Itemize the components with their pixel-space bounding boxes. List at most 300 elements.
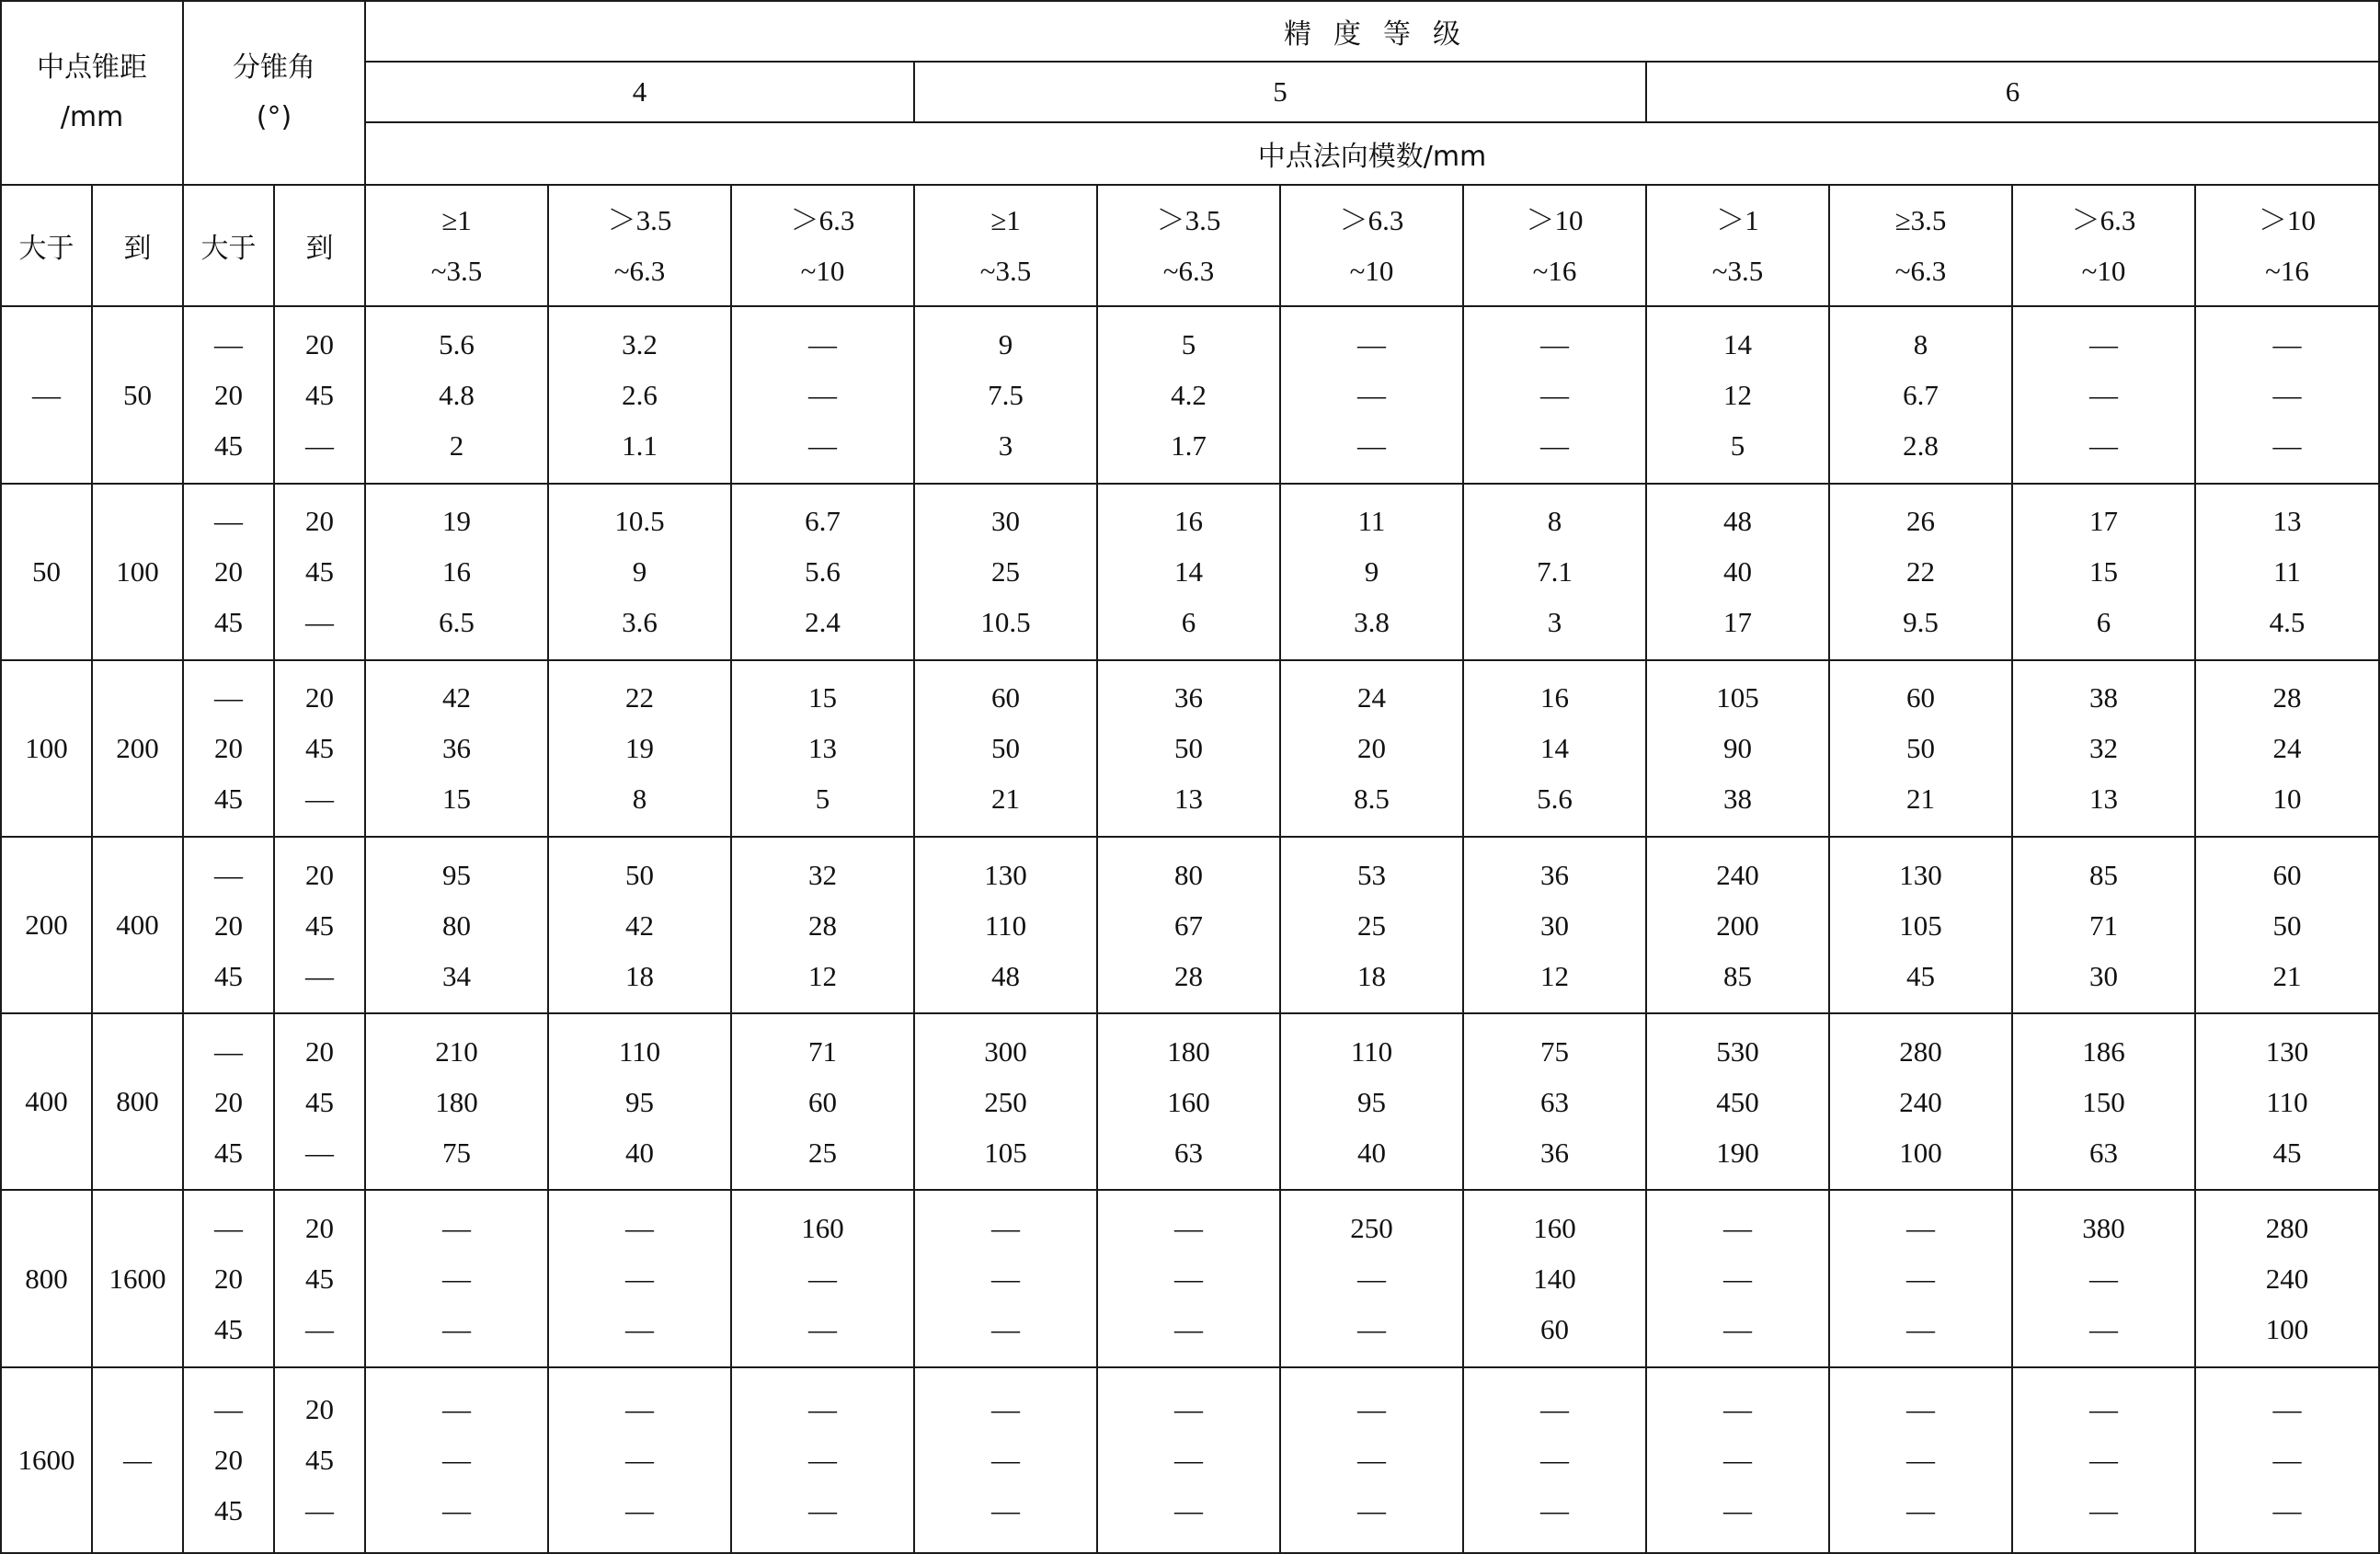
tolerance-value: — (808, 328, 837, 360)
tolerance-value: 60 (991, 681, 1020, 714)
tolerance-cell (731, 1013, 914, 1190)
pitch-angle-unit: (°) (256, 101, 292, 134)
tolerance-value: 2 (449, 429, 464, 462)
tolerance-value: 8 (1913, 328, 1928, 360)
precision-grade-label: 精度等级 (1284, 18, 1482, 51)
angle-value: 45 (305, 555, 334, 588)
angle-value: — (214, 1212, 243, 1245)
tolerance-cell (548, 837, 731, 1013)
tolerance-cell (1280, 1367, 1463, 1553)
tolerance-value: 36 (442, 732, 471, 765)
tolerance-value: — (2272, 1494, 2302, 1527)
angle-value: 45 (305, 1444, 334, 1477)
tolerance-value: 17 (1723, 606, 1752, 639)
tolerance-value: 6 (2096, 606, 2111, 639)
cone-distance-over: 200 (1, 837, 92, 1013)
tolerance-cell (2012, 837, 2195, 1013)
tolerance-value: — (442, 1263, 471, 1296)
tolerance-value: 48 (1723, 505, 1752, 538)
angle-value: 20 (305, 681, 334, 714)
tolerance-cell (914, 1367, 1097, 1553)
tolerance-value: 2.8 (1903, 429, 1939, 462)
tolerance-value: — (2089, 1263, 2118, 1296)
tolerance-value: 12 (808, 959, 837, 992)
tolerance-value: 110 (618, 1034, 661, 1068)
tolerance-value: — (2089, 328, 2118, 360)
tolerance-value: 8 (632, 783, 647, 816)
tolerance-value: 130 (2265, 1034, 2309, 1068)
tolerance-value: — (1357, 1313, 1386, 1346)
cone-distance-to: — (92, 1367, 183, 1553)
tolerance-value: — (625, 1494, 654, 1527)
tolerance-value: 16 (1540, 681, 1569, 714)
tolerance-cell (1097, 837, 1280, 1013)
tolerance-cell (731, 306, 914, 483)
tolerance-value: 53 (1357, 858, 1386, 891)
tolerance-value: — (1357, 379, 1386, 411)
angle-value: — (214, 1034, 243, 1068)
pitch-angle-to (274, 837, 365, 1013)
tolerance-value: 8.5 (1354, 783, 1390, 816)
tolerance-cell (1097, 1367, 1280, 1553)
tolerance-value: 110 (1350, 1034, 1393, 1068)
tolerance-cell (1463, 1013, 1646, 1190)
tolerance-value: 60 (808, 1085, 837, 1118)
tolerance-value: 85 (1723, 959, 1752, 992)
angle-value: 45 (305, 908, 334, 942)
tolerance-value: 48 (991, 959, 1020, 992)
angle-value: 20 (214, 732, 243, 765)
angle-value: — (305, 783, 334, 816)
cone-distance-header (1, 1, 183, 185)
tolerance-cell (548, 484, 731, 660)
tolerance-value: 28 (2272, 681, 2302, 714)
tolerance-value: 42 (625, 908, 654, 942)
tolerance-value: — (1540, 429, 1569, 462)
tolerance-value: 36 (1174, 681, 1203, 714)
pitch-angle-to (274, 306, 365, 483)
tolerance-value: 250 (1350, 1212, 1393, 1245)
distance-to-header: 到 (92, 185, 183, 306)
tolerance-cell (914, 660, 1097, 837)
tolerance-cell (731, 660, 914, 837)
tolerance-value: — (2089, 1444, 2118, 1477)
module-range-upper: ~3.5 (1711, 255, 1764, 288)
angle-value: — (305, 1136, 334, 1169)
tolerance-cell (365, 660, 548, 837)
module-range-header (731, 185, 914, 306)
tolerance-value: 210 (435, 1034, 478, 1068)
tolerance-value: — (625, 1313, 654, 1346)
grade-5-header: 5 (914, 62, 1646, 122)
tolerance-value: 16 (442, 555, 471, 588)
tolerance-cell (1097, 1190, 1280, 1366)
tolerance-value: — (991, 1313, 1020, 1346)
tolerance-cell (365, 1367, 548, 1553)
module-range-lower: ＞6.3 (1339, 204, 1404, 237)
tolerance-value: — (808, 1393, 837, 1426)
tolerance-value: 3.8 (1354, 606, 1390, 639)
pitch-angle-over (183, 660, 274, 837)
tolerance-value: 95 (625, 1085, 654, 1118)
tolerance-value: — (1723, 1212, 1752, 1245)
tolerance-value: 10 (2272, 783, 2302, 816)
angle-value: 20 (214, 908, 243, 942)
tolerance-value: 60 (2272, 858, 2302, 891)
tolerance-cell (1097, 484, 1280, 660)
tolerance-value: 42 (442, 681, 471, 714)
tolerance-value: 110 (2266, 1085, 2308, 1118)
tolerance-value: 20 (1357, 732, 1386, 765)
grade-6-header: 6 (1646, 62, 2379, 122)
tolerance-cell (2012, 306, 2195, 483)
tolerance-value: 4.2 (1171, 379, 1207, 411)
tolerance-value: 10.5 (980, 606, 1031, 639)
tolerance-value: — (1723, 1444, 1752, 1477)
tolerance-value: 24 (2272, 732, 2302, 765)
table-row (1, 660, 2379, 837)
angle-value: 45 (305, 732, 334, 765)
tolerance-value: 1.1 (622, 429, 658, 462)
tolerance-cell (2012, 660, 2195, 837)
table-row (1, 306, 2379, 483)
tolerance-cell (1463, 837, 1646, 1013)
tolerance-cell (914, 1013, 1097, 1190)
tolerance-value: 14 (1540, 732, 1569, 765)
cone-distance-to: 1600 (92, 1190, 183, 1366)
tolerance-value: 7.5 (988, 379, 1024, 411)
tolerance-value: 36 (1540, 858, 1569, 891)
tolerance-value: — (1723, 1263, 1752, 1296)
tolerance-value: — (1906, 1313, 1935, 1346)
tolerance-value: — (2272, 429, 2302, 462)
tolerance-cell (2012, 1190, 2195, 1366)
tolerance-value: 11 (2273, 555, 2301, 588)
tolerance-value: 16 (1174, 505, 1203, 538)
module-range-lower: ＞6.3 (2071, 204, 2136, 237)
tolerance-value: 18 (1357, 959, 1386, 992)
tolerance-value: 100 (1899, 1136, 1942, 1169)
module-range-upper: ~6.3 (613, 255, 666, 288)
module-range-lower: ≥3.5 (1894, 204, 1947, 237)
tolerance-value: 30 (991, 505, 1020, 538)
tolerance-cell (914, 306, 1097, 483)
tolerance-value: 240 (1899, 1085, 1942, 1118)
tolerance-value: — (991, 1393, 1020, 1426)
tolerance-value: — (442, 1212, 471, 1245)
tolerance-cell (2195, 1013, 2379, 1190)
tolerance-value: 450 (1716, 1085, 1759, 1118)
pitch-angle-over (183, 306, 274, 483)
tolerance-value: 26 (1906, 505, 1935, 538)
tolerance-value: 71 (808, 1034, 837, 1068)
precision-grade-header (365, 1, 2379, 62)
tolerance-value: 1.7 (1171, 429, 1207, 462)
angle-value: — (305, 959, 334, 992)
tolerance-value: 50 (1906, 732, 1935, 765)
tolerance-value: 380 (2082, 1212, 2125, 1245)
tolerance-value: 9 (998, 328, 1013, 360)
tolerance-cell (2195, 306, 2379, 483)
module-range-lower: ＞3.5 (607, 204, 672, 237)
tolerance-value: 50 (1174, 732, 1203, 765)
tolerance-value: — (2089, 1313, 2118, 1346)
tolerance-value: 200 (1716, 908, 1759, 942)
tolerance-value: — (442, 1393, 471, 1426)
tolerance-value: 85 (2089, 858, 2118, 891)
tolerance-value: — (625, 1212, 654, 1245)
module-title-header: 中点法向模数/mm (365, 122, 2379, 185)
tolerance-value: 3.2 (622, 328, 658, 360)
tolerance-value: 6.5 (439, 606, 475, 639)
tolerance-cell (1463, 1190, 1646, 1366)
pitch-angle-header (183, 1, 365, 185)
tolerance-value: 240 (1716, 858, 1759, 891)
pitch-angle-to (274, 1013, 365, 1190)
tolerance-cell (731, 837, 914, 1013)
tolerance-value: — (2272, 1444, 2302, 1477)
angle-value: — (214, 328, 243, 360)
tolerance-value: 3 (1547, 606, 1562, 639)
angle-value: — (214, 1393, 243, 1426)
tolerance-value: 12 (1723, 379, 1752, 411)
tolerance-cell (2195, 1190, 2379, 1366)
tolerance-cell (1097, 1013, 1280, 1190)
tolerance-value: 12 (1540, 959, 1569, 992)
cone-distance-to: 100 (92, 484, 183, 660)
tolerance-value: 32 (808, 858, 837, 891)
tolerance-cell (731, 1190, 914, 1366)
tolerance-value: — (1357, 1393, 1386, 1426)
pitch-angle-label: 分锥角 (233, 51, 315, 85)
tolerance-value: 180 (1167, 1034, 1210, 1068)
tolerance-cell (1829, 837, 2012, 1013)
tolerance-value: — (1357, 1494, 1386, 1527)
tolerance-cell (1097, 660, 1280, 837)
tolerance-value: — (991, 1212, 1020, 1245)
tolerance-value: 21 (1906, 783, 1935, 816)
tolerance-value: 22 (625, 681, 654, 714)
angle-value: 45 (214, 1494, 243, 1527)
tolerance-value: 40 (1723, 555, 1752, 588)
tolerance-value: — (442, 1444, 471, 1477)
tolerance-value: 19 (442, 505, 471, 538)
angle-value: 45 (214, 606, 243, 639)
angle-value: 45 (305, 1085, 334, 1118)
tolerance-value: — (1174, 1313, 1203, 1346)
module-range-header (1463, 185, 1646, 306)
tolerance-cell (731, 1367, 914, 1553)
module-range-upper: ~6.3 (1162, 255, 1215, 288)
tolerance-cell (548, 1190, 731, 1366)
table-row (1, 1367, 2379, 1553)
tolerance-value: 11 (1357, 505, 1386, 538)
tolerance-cell (1829, 306, 2012, 483)
tolerance-value: 71 (2089, 908, 2118, 942)
tolerance-value: 9.5 (1903, 606, 1939, 639)
tolerance-value: — (2089, 1393, 2118, 1426)
tolerance-value: 530 (1716, 1034, 1759, 1068)
pitch-angle-over (183, 484, 274, 660)
tolerance-cell (1646, 1013, 1829, 1190)
module-range-header (2012, 185, 2195, 306)
tolerance-value: 15 (808, 681, 837, 714)
tolerance-cell (2195, 484, 2379, 660)
module-range-header (2195, 185, 2379, 306)
tolerance-cell (2012, 1013, 2195, 1190)
tolerance-value: — (1723, 1494, 1752, 1527)
tolerance-value: 25 (991, 555, 1020, 588)
tolerance-value: 22 (1906, 555, 1935, 588)
grade-4-header: 4 (365, 62, 914, 122)
tolerance-value: — (1357, 328, 1386, 360)
module-range-upper: ~6.3 (1894, 255, 1947, 288)
angle-value: — (305, 429, 334, 462)
tolerance-value: 63 (2089, 1136, 2118, 1169)
module-range-lower: ≥1 (441, 204, 472, 237)
tolerance-value: 14 (1174, 555, 1203, 588)
tolerance-value: 13 (1174, 783, 1203, 816)
tolerance-cell (548, 1013, 731, 1190)
tolerance-value: — (808, 379, 837, 411)
tolerance-value: 60 (1906, 681, 1935, 714)
tolerance-value: 28 (808, 908, 837, 942)
tolerance-cell (1463, 1367, 1646, 1553)
tolerance-cell (1829, 1013, 2012, 1190)
tolerance-cell (365, 484, 548, 660)
angle-value: 20 (305, 1212, 334, 1245)
tolerance-cell (2195, 1367, 2379, 1553)
tolerance-value: 5.6 (805, 555, 841, 588)
tolerance-value: — (2272, 1393, 2302, 1426)
angle-value: 20 (214, 379, 243, 411)
tolerance-value: — (2089, 1494, 2118, 1527)
module-range-lower: ＞10 (2259, 204, 2316, 237)
module-range-header (1097, 185, 1280, 306)
tolerance-value: 32 (2089, 732, 2118, 765)
tolerance-value: 45 (1906, 959, 1935, 992)
tolerance-value: 186 (2082, 1034, 2125, 1068)
tolerance-cell (914, 837, 1097, 1013)
tolerance-value: — (1723, 1393, 1752, 1426)
angle-value: 45 (214, 959, 243, 992)
angle-value: — (214, 858, 243, 891)
module-range-header (914, 185, 1097, 306)
cone-distance-to: 50 (92, 306, 183, 483)
tolerance-value: 105 (984, 1136, 1027, 1169)
tolerance-value: — (991, 1263, 1020, 1296)
tolerance-value: — (1906, 1212, 1935, 1245)
tolerance-value: 13 (2089, 783, 2118, 816)
pitch-angle-over (183, 1190, 274, 1366)
tolerance-value: 24 (1357, 681, 1386, 714)
table-row (1, 1013, 2379, 1190)
module-range-upper: ~16 (1532, 255, 1577, 288)
tolerance-cell (1646, 484, 1829, 660)
angle-value: 45 (305, 1263, 334, 1296)
tolerance-value: — (1723, 1313, 1752, 1346)
tolerance-value: 105 (1716, 681, 1759, 714)
tolerance-value: — (991, 1444, 1020, 1477)
cone-distance-over: 50 (1, 484, 92, 660)
tolerance-value: 90 (1723, 732, 1752, 765)
tolerance-value: 6.7 (1903, 379, 1939, 411)
angle-value: 20 (214, 555, 243, 588)
tolerance-cell (1829, 1190, 2012, 1366)
module-range-upper: ~3.5 (430, 255, 483, 288)
tolerance-value: 105 (1899, 908, 1942, 942)
tolerance-value: 5.6 (1537, 783, 1573, 816)
distance-over-header: 大于 (1, 185, 92, 306)
tolerance-value: 36 (1540, 1136, 1569, 1169)
module-range-header (1829, 185, 2012, 306)
tolerance-value: 8 (1547, 505, 1562, 538)
tolerance-value: 25 (808, 1136, 837, 1169)
tolerance-value: 14 (1723, 328, 1752, 360)
tolerance-value: 160 (1167, 1085, 1210, 1118)
tolerance-value: 160 (1533, 1212, 1576, 1245)
tolerance-value: 130 (984, 858, 1027, 891)
tolerance-cell (548, 306, 731, 483)
tolerance-value: 2.4 (805, 606, 841, 639)
module-range-lower: ＞1 (1716, 204, 1759, 237)
tolerance-cell (1280, 1013, 1463, 1190)
angle-value: 45 (214, 429, 243, 462)
table-row (1, 837, 2379, 1013)
tolerance-value: 19 (625, 732, 654, 765)
tolerance-cell (1280, 660, 1463, 837)
tolerance-cell (2195, 837, 2379, 1013)
tolerance-cell (1829, 1367, 2012, 1553)
module-range-upper: ~10 (800, 255, 845, 288)
cone-distance-label: 中点锥距 (37, 51, 147, 85)
tolerance-cell (1646, 837, 1829, 1013)
tolerance-value: 140 (1533, 1263, 1576, 1296)
tolerance-value: — (1174, 1444, 1203, 1477)
module-range-lower: ≥1 (990, 204, 1021, 237)
module-range-upper: ~10 (1349, 255, 1394, 288)
tolerance-value: 190 (1716, 1136, 1759, 1169)
tolerance-value: 67 (1174, 908, 1203, 942)
tolerance-value: — (442, 1313, 471, 1346)
tolerance-value: 38 (2089, 681, 2118, 714)
tolerance-value: 75 (1540, 1034, 1569, 1068)
tolerance-value: — (1357, 1444, 1386, 1477)
tolerance-value: — (808, 1313, 837, 1346)
tolerance-value: 280 (1899, 1034, 1942, 1068)
angle-value: 45 (214, 783, 243, 816)
cone-distance-over: 800 (1, 1190, 92, 1366)
tolerance-cell (1829, 660, 2012, 837)
tolerance-cell (1280, 1190, 1463, 1366)
cone-distance-over: — (1, 306, 92, 483)
tolerance-cell (365, 1013, 548, 1190)
pitch-angle-to (274, 484, 365, 660)
tolerance-value: — (1540, 379, 1569, 411)
angle-value: — (305, 1313, 334, 1346)
angle-value: — (214, 505, 243, 538)
angle-value: 20 (305, 1034, 334, 1068)
tolerance-value: 38 (1723, 783, 1752, 816)
tolerance-cell (1463, 660, 1646, 837)
tolerance-value: — (808, 429, 837, 462)
angle-value: 20 (305, 505, 334, 538)
tolerance-value: 5.6 (439, 328, 475, 360)
tolerance-value: — (1906, 1494, 1935, 1527)
tolerance-value: 5 (1181, 328, 1196, 360)
tolerance-value: 3.6 (622, 606, 658, 639)
tolerance-value: — (625, 1393, 654, 1426)
